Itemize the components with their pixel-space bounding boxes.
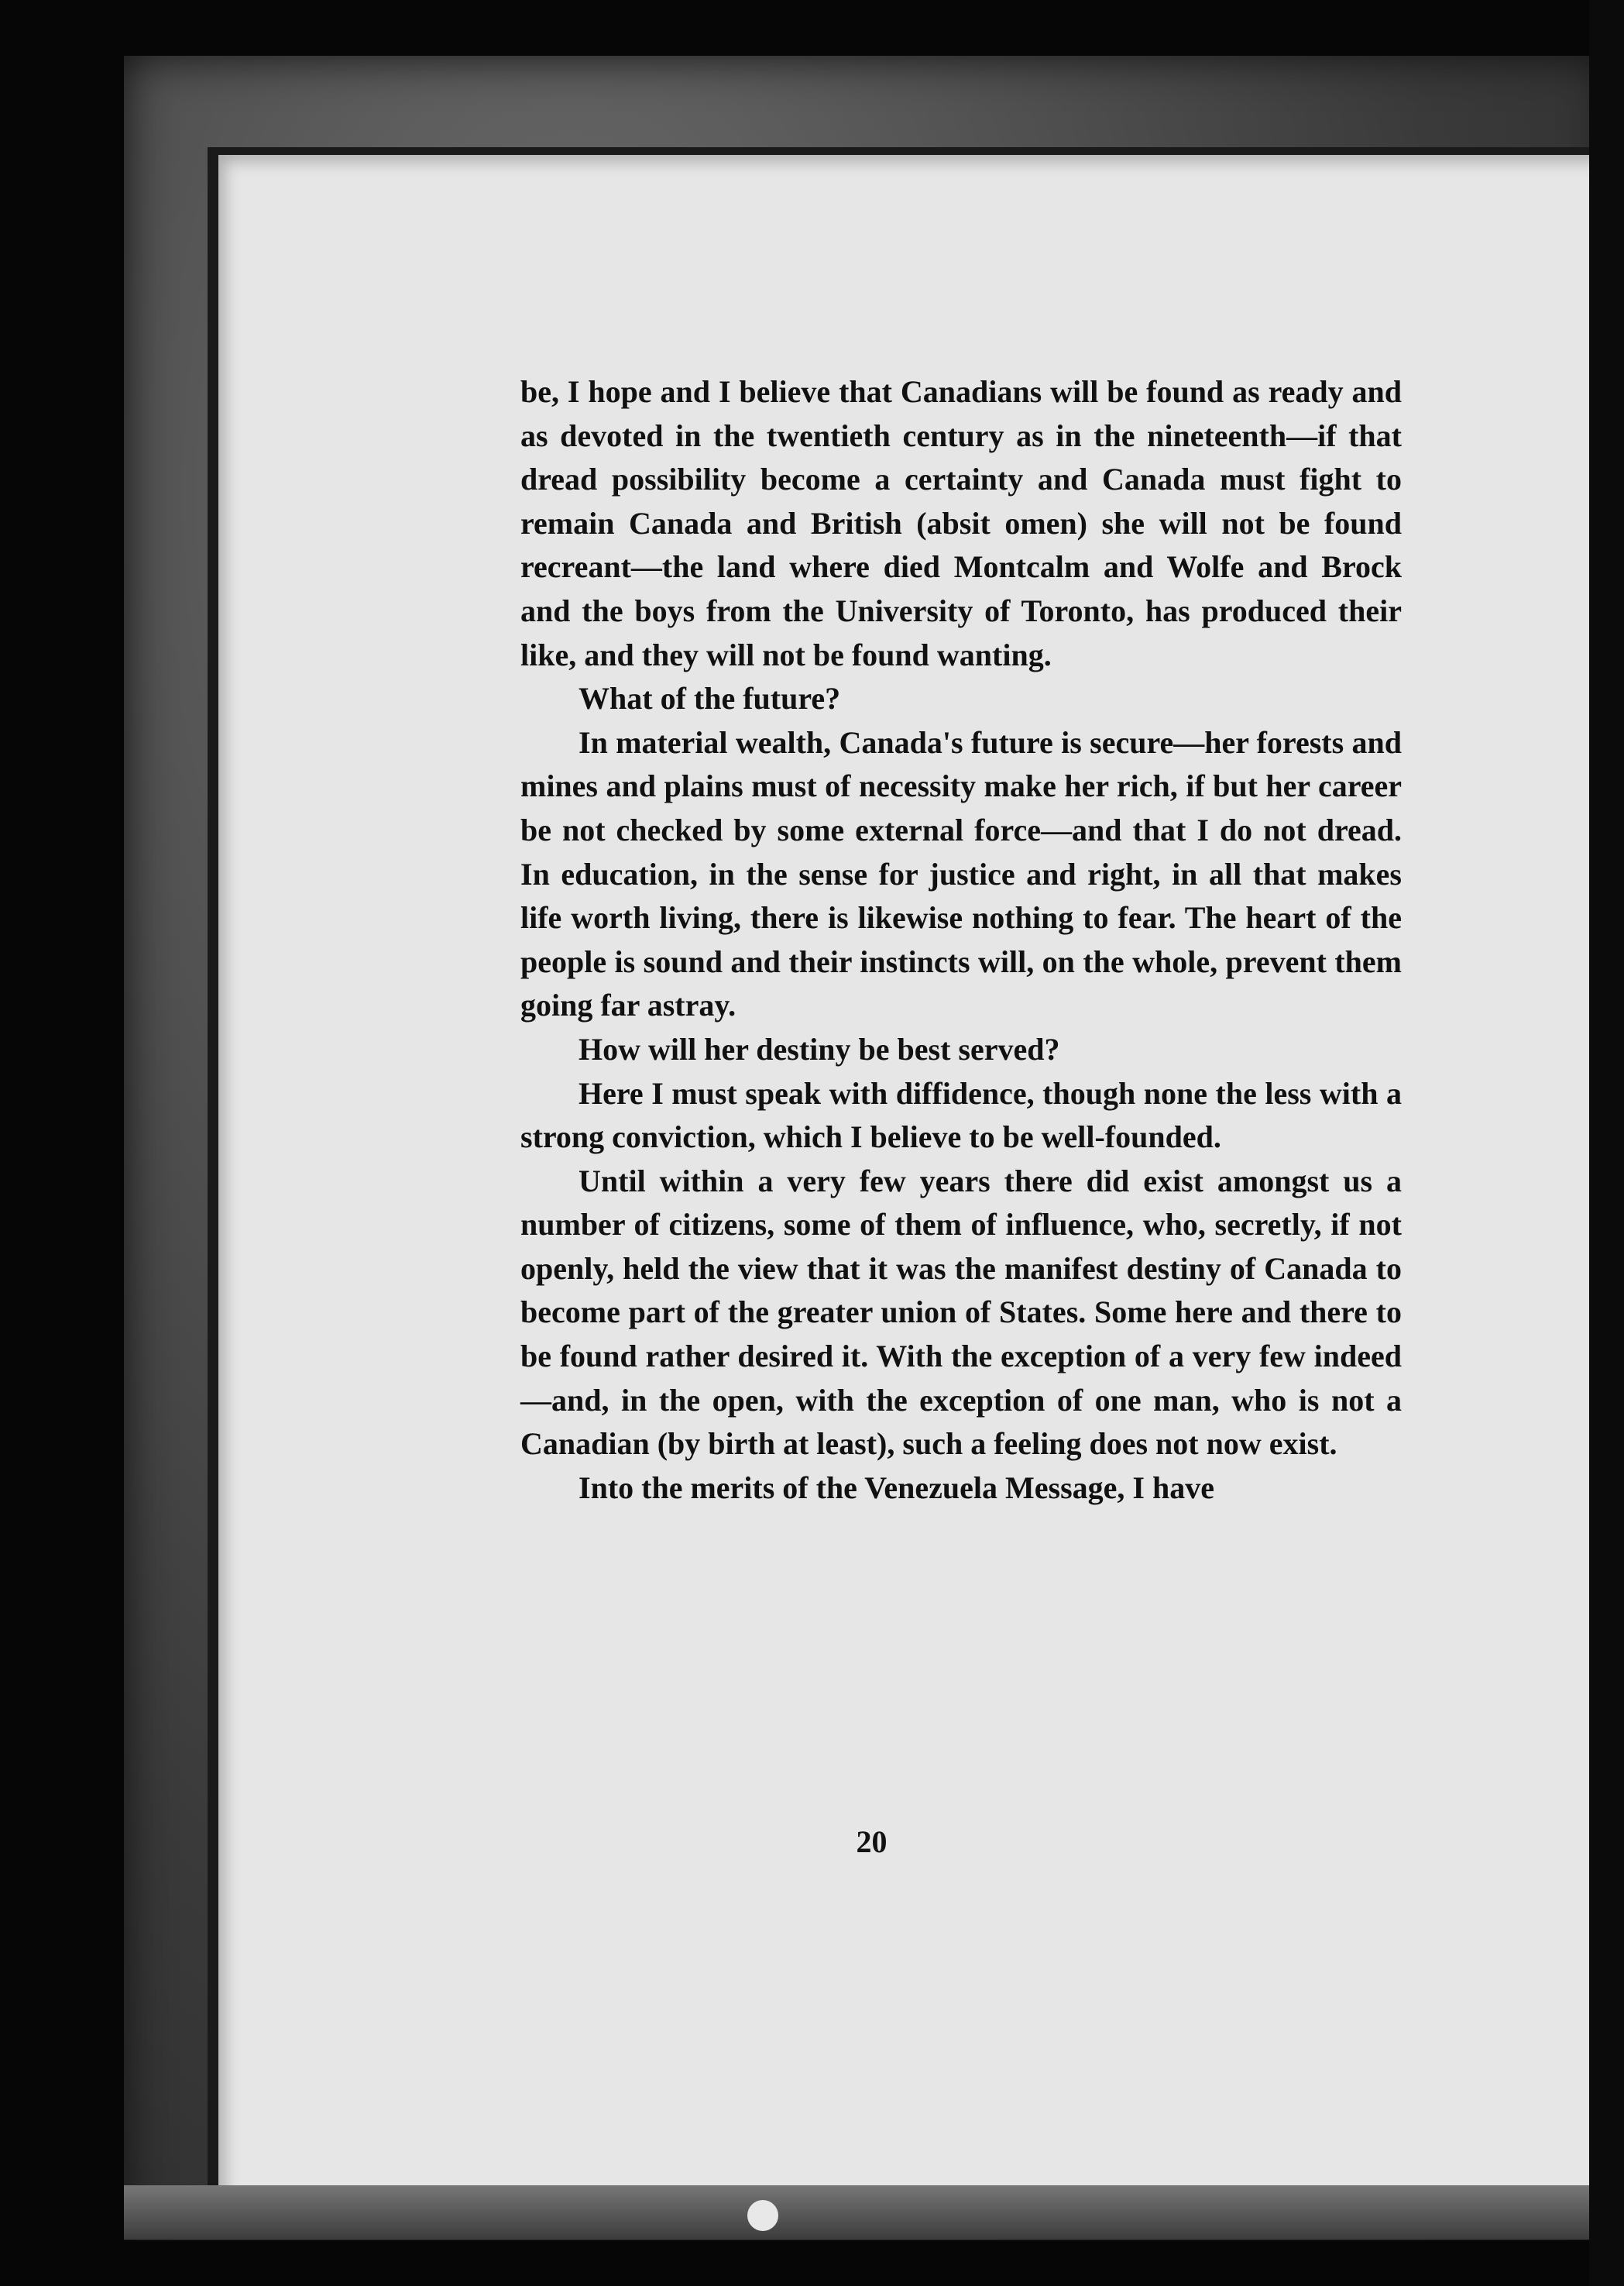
paper-blemish	[747, 2200, 778, 2231]
right-edge	[1589, 0, 1624, 2286]
page-number: 20	[856, 1824, 888, 1859]
page-number-container	[0, 1824, 1624, 1860]
paragraph-6: Until within a very few years there did exist amongst us a number of citizens, some of them of influence, who, secretly, if not openly, held the view that it was the manifest destiny of Canada to become part of the greater union of States. Some here and there to be found rather desired it. With the exception of a very few indeed—and, in the open, with the exception of one man, who is not a Canadian (by birth at least), such a feeling does not now exist.	[520, 1163, 1402, 1462]
paragraph-2: What of the future?	[579, 681, 841, 717]
paragraph-3: In material wealth, Canada's future is secure—her forests and mines and plains must of necessity make her rich, if but her career be not checked by some external force—and that I do not dread. In education, in the sense for justice and right, in all that makes life worth living, there is likewise nothing to fear. The heart of the people is sound and their instincts will, on the whole, prevent them going far astray.	[520, 724, 1402, 1023]
paragraph-4: How will her destiny be best served?	[579, 1031, 1060, 1067]
paragraph-7: Into the merits of the Venezuela Message, I have	[579, 1470, 1214, 1505]
paragraph-1: be, I hope and I believe that Canadians will be found as ready and as devoted in the twentieth century as in the nineteenth—if that dread possibility become a certainty and Canada must fight to remain Canada and British (absit omen) she will not be found recreant—the land where died Montcalm and Wolfe and Brock and the boys from the University of Toronto, has produced their like, and they will not be found wanting.	[520, 374, 1402, 672]
paragraph-5: Here I must speak with diffidence, though none the less with a strong conviction, which I believe to be well-founded.	[520, 1075, 1402, 1155]
bottom-edge	[124, 2185, 1611, 2240]
body-text	[520, 370, 1402, 1510]
